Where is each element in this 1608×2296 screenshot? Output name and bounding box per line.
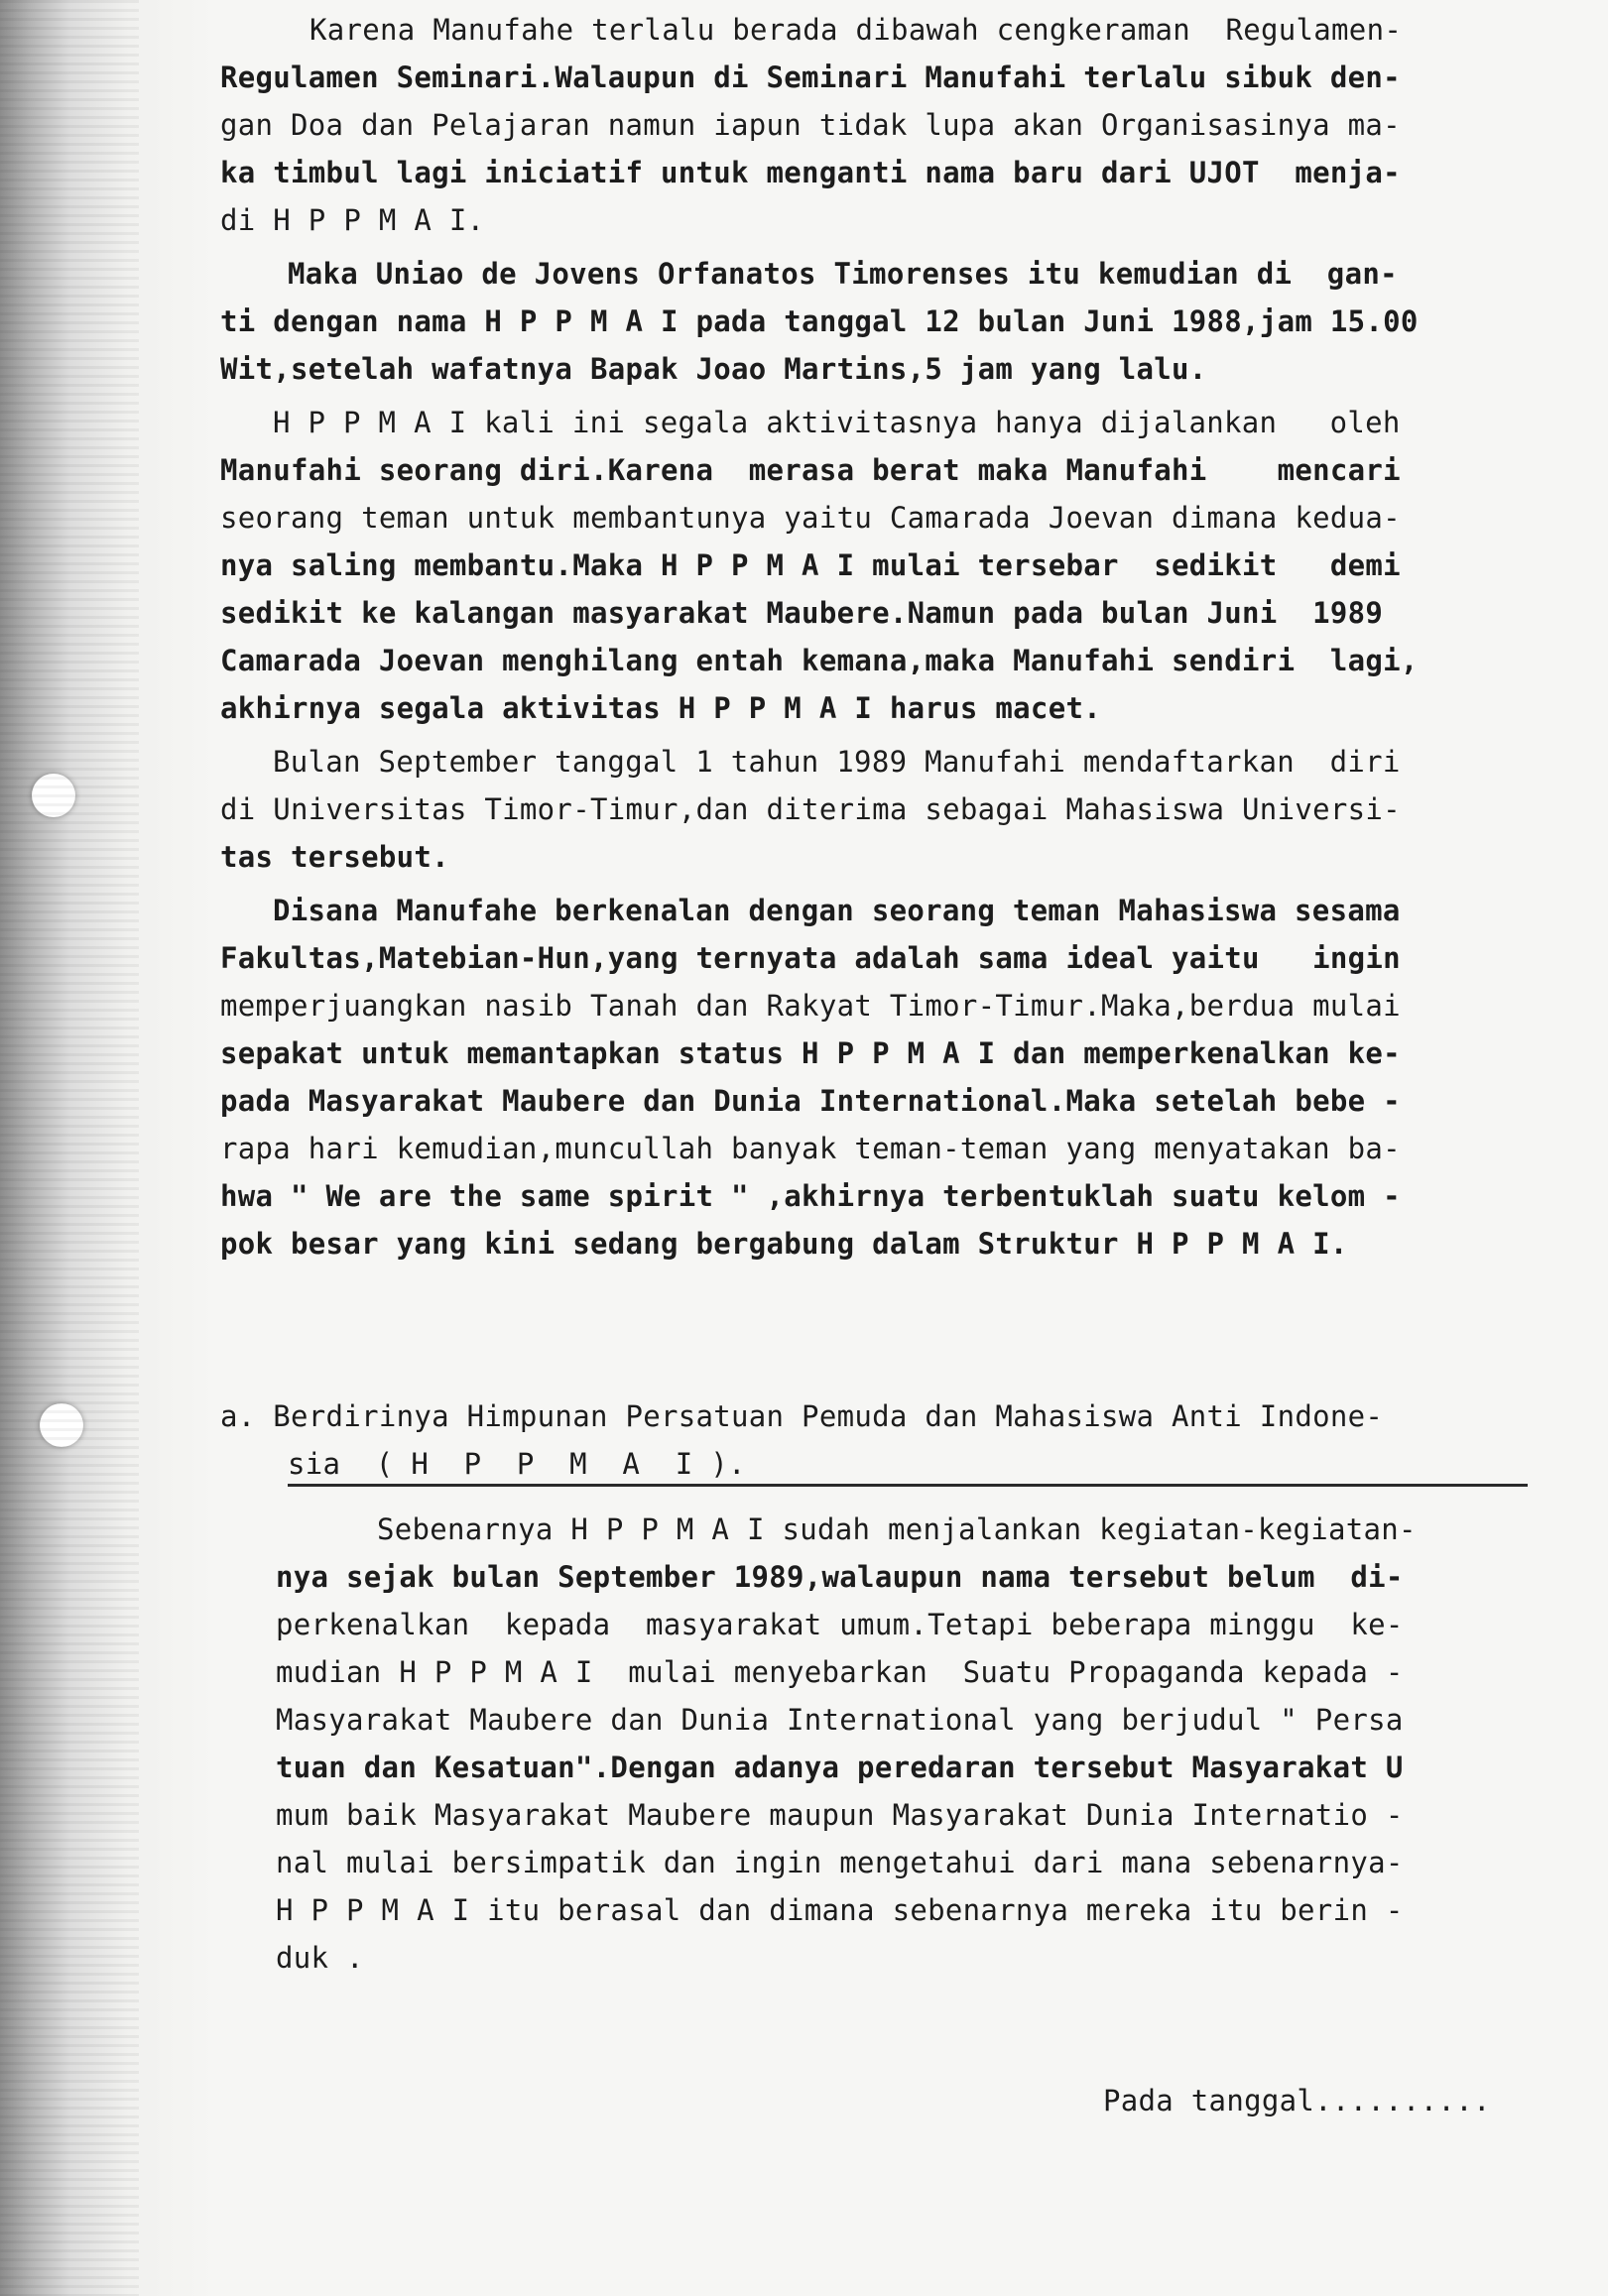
text-line: tas tersebut. <box>220 840 449 874</box>
text-line: Maka Uniao de Jovens Orfanatos Timorenses itu kemudian di gan- <box>288 257 1398 291</box>
text-line: H P P M A I itu berasal dan dimana sebenarnya mereka itu berin - <box>276 1893 1404 1927</box>
text-line: seorang teman untuk membantunya yaitu Camarada Joevan dimana kedua- <box>220 501 1401 535</box>
text-line: di Universitas Timor-Timur,dan diterima sebagai Mahasiswa Universi- <box>220 792 1401 826</box>
text-line: memperjuangkan nasib Tanah dan Rakyat Timor-Timur.Maka,berdua mulai <box>220 989 1401 1023</box>
text-line: ti dengan nama H P P M A I pada tanggal 12 bulan Juni 1988,jam 15.00 <box>220 304 1419 338</box>
text-line: duk . <box>276 1941 364 1975</box>
text-line: sepakat untuk memantapkan status H P P M A I dan memperkenalkan ke- <box>220 1036 1401 1070</box>
text-line: Masyarakat Maubere dan Dunia International yang berjudul " Persa <box>276 1703 1404 1737</box>
text-line: Camarada Joevan menghilang entah kemana,maka Manufahi sendiri lagi, <box>220 644 1419 677</box>
text-line: pok besar yang kini sedang bergabung dalam Struktur H P P M A I. <box>220 1227 1348 1261</box>
text-line: nal mulai bersimpatik dan ingin mengetahui dari mana sebenarnya- <box>276 1846 1404 1879</box>
text-line: Manufahi seorang diri.Karena merasa berat maka Manufahi mencari <box>220 453 1401 487</box>
text-line: nya saling membantu.Maka H P P M A I mulai tersebar sedikit demi <box>220 548 1401 582</box>
text-line: rapa hari kemudian,muncullah banyak teman-teman yang menyatakan ba- <box>220 1132 1401 1165</box>
date-placeholder: Pada tanggal.......... <box>1103 2084 1491 2117</box>
punch-hole <box>40 1403 83 1447</box>
text-line: di H P P M A I. <box>220 203 485 237</box>
text-line: H P P M A I kali ini segala aktivitasnya hanya dijalankan oleh <box>273 406 1401 439</box>
text-line: hwa " We are the same spirit " ,akhirnya terbentuklah suatu kelom - <box>220 1179 1401 1213</box>
text-line: Fakultas,Matebian-Hun,yang ternyata adalah sama ideal yaitu ingin <box>220 941 1401 975</box>
heading-underline <box>288 1484 1528 1487</box>
text-line: Wit,setelah wafatnya Bapak Joao Martins,5 jam yang lalu. <box>220 352 1207 386</box>
punch-hole <box>32 774 75 817</box>
text-line: Bulan September tanggal 1 tahun 1989 Manufahi mendaftarkan diri <box>273 745 1401 779</box>
text-line: tuan dan Kesatuan".Dengan adanya peredaran tersebut Masyarakat U <box>276 1751 1404 1784</box>
text-line: gan Doa dan Pelajaran namun iapun tidak lupa akan Organisasinya ma- <box>220 108 1401 142</box>
text-line: ka timbul lagi iniciatif untuk menganti nama baru dari UJOT menja- <box>220 156 1401 189</box>
text-line: mudian H P P M A I mulai menyebarkan Suatu Propaganda kepada - <box>276 1655 1404 1689</box>
section-heading: a. Berdirinya Himpunan Persatuan Pemuda dan Mahasiswa Anti Indone- <box>220 1399 1384 1433</box>
text-line: pada Masyarakat Maubere dan Dunia International.Maka setelah bebe - <box>220 1084 1401 1118</box>
section-heading: sia ( H P P M A I ). <box>288 1447 746 1481</box>
text-line: sedikit ke kalangan masyarakat Maubere.Namun pada bulan Juni 1989 <box>220 596 1384 630</box>
text-line: Disana Manufahe berkenalan dengan seorang teman Mahasiswa sesama <box>273 894 1401 927</box>
text-line: Karena Manufahe terlalu berada dibawah cengkeraman Regulamen- <box>309 13 1403 47</box>
text-line: mum baik Masyarakat Maubere maupun Masyarakat Dunia Internatio - <box>276 1798 1404 1832</box>
text-line: Sebenarnya H P P M A I sudah menjalankan kegiatan-kegiatan- <box>377 1512 1417 1546</box>
text-line: Regulamen Seminari.Walaupun di Seminari Manufahi terlalu sibuk den- <box>220 60 1401 94</box>
text-line: akhirnya segala aktivitas H P P M A I harus macet. <box>220 691 1101 725</box>
text-line: perkenalkan kepada masyarakat umum.Tetapi beberapa minggu ke- <box>276 1608 1404 1641</box>
text-line: nya sejak bulan September 1989,walaupun nama tersebut belum di- <box>276 1560 1404 1594</box>
